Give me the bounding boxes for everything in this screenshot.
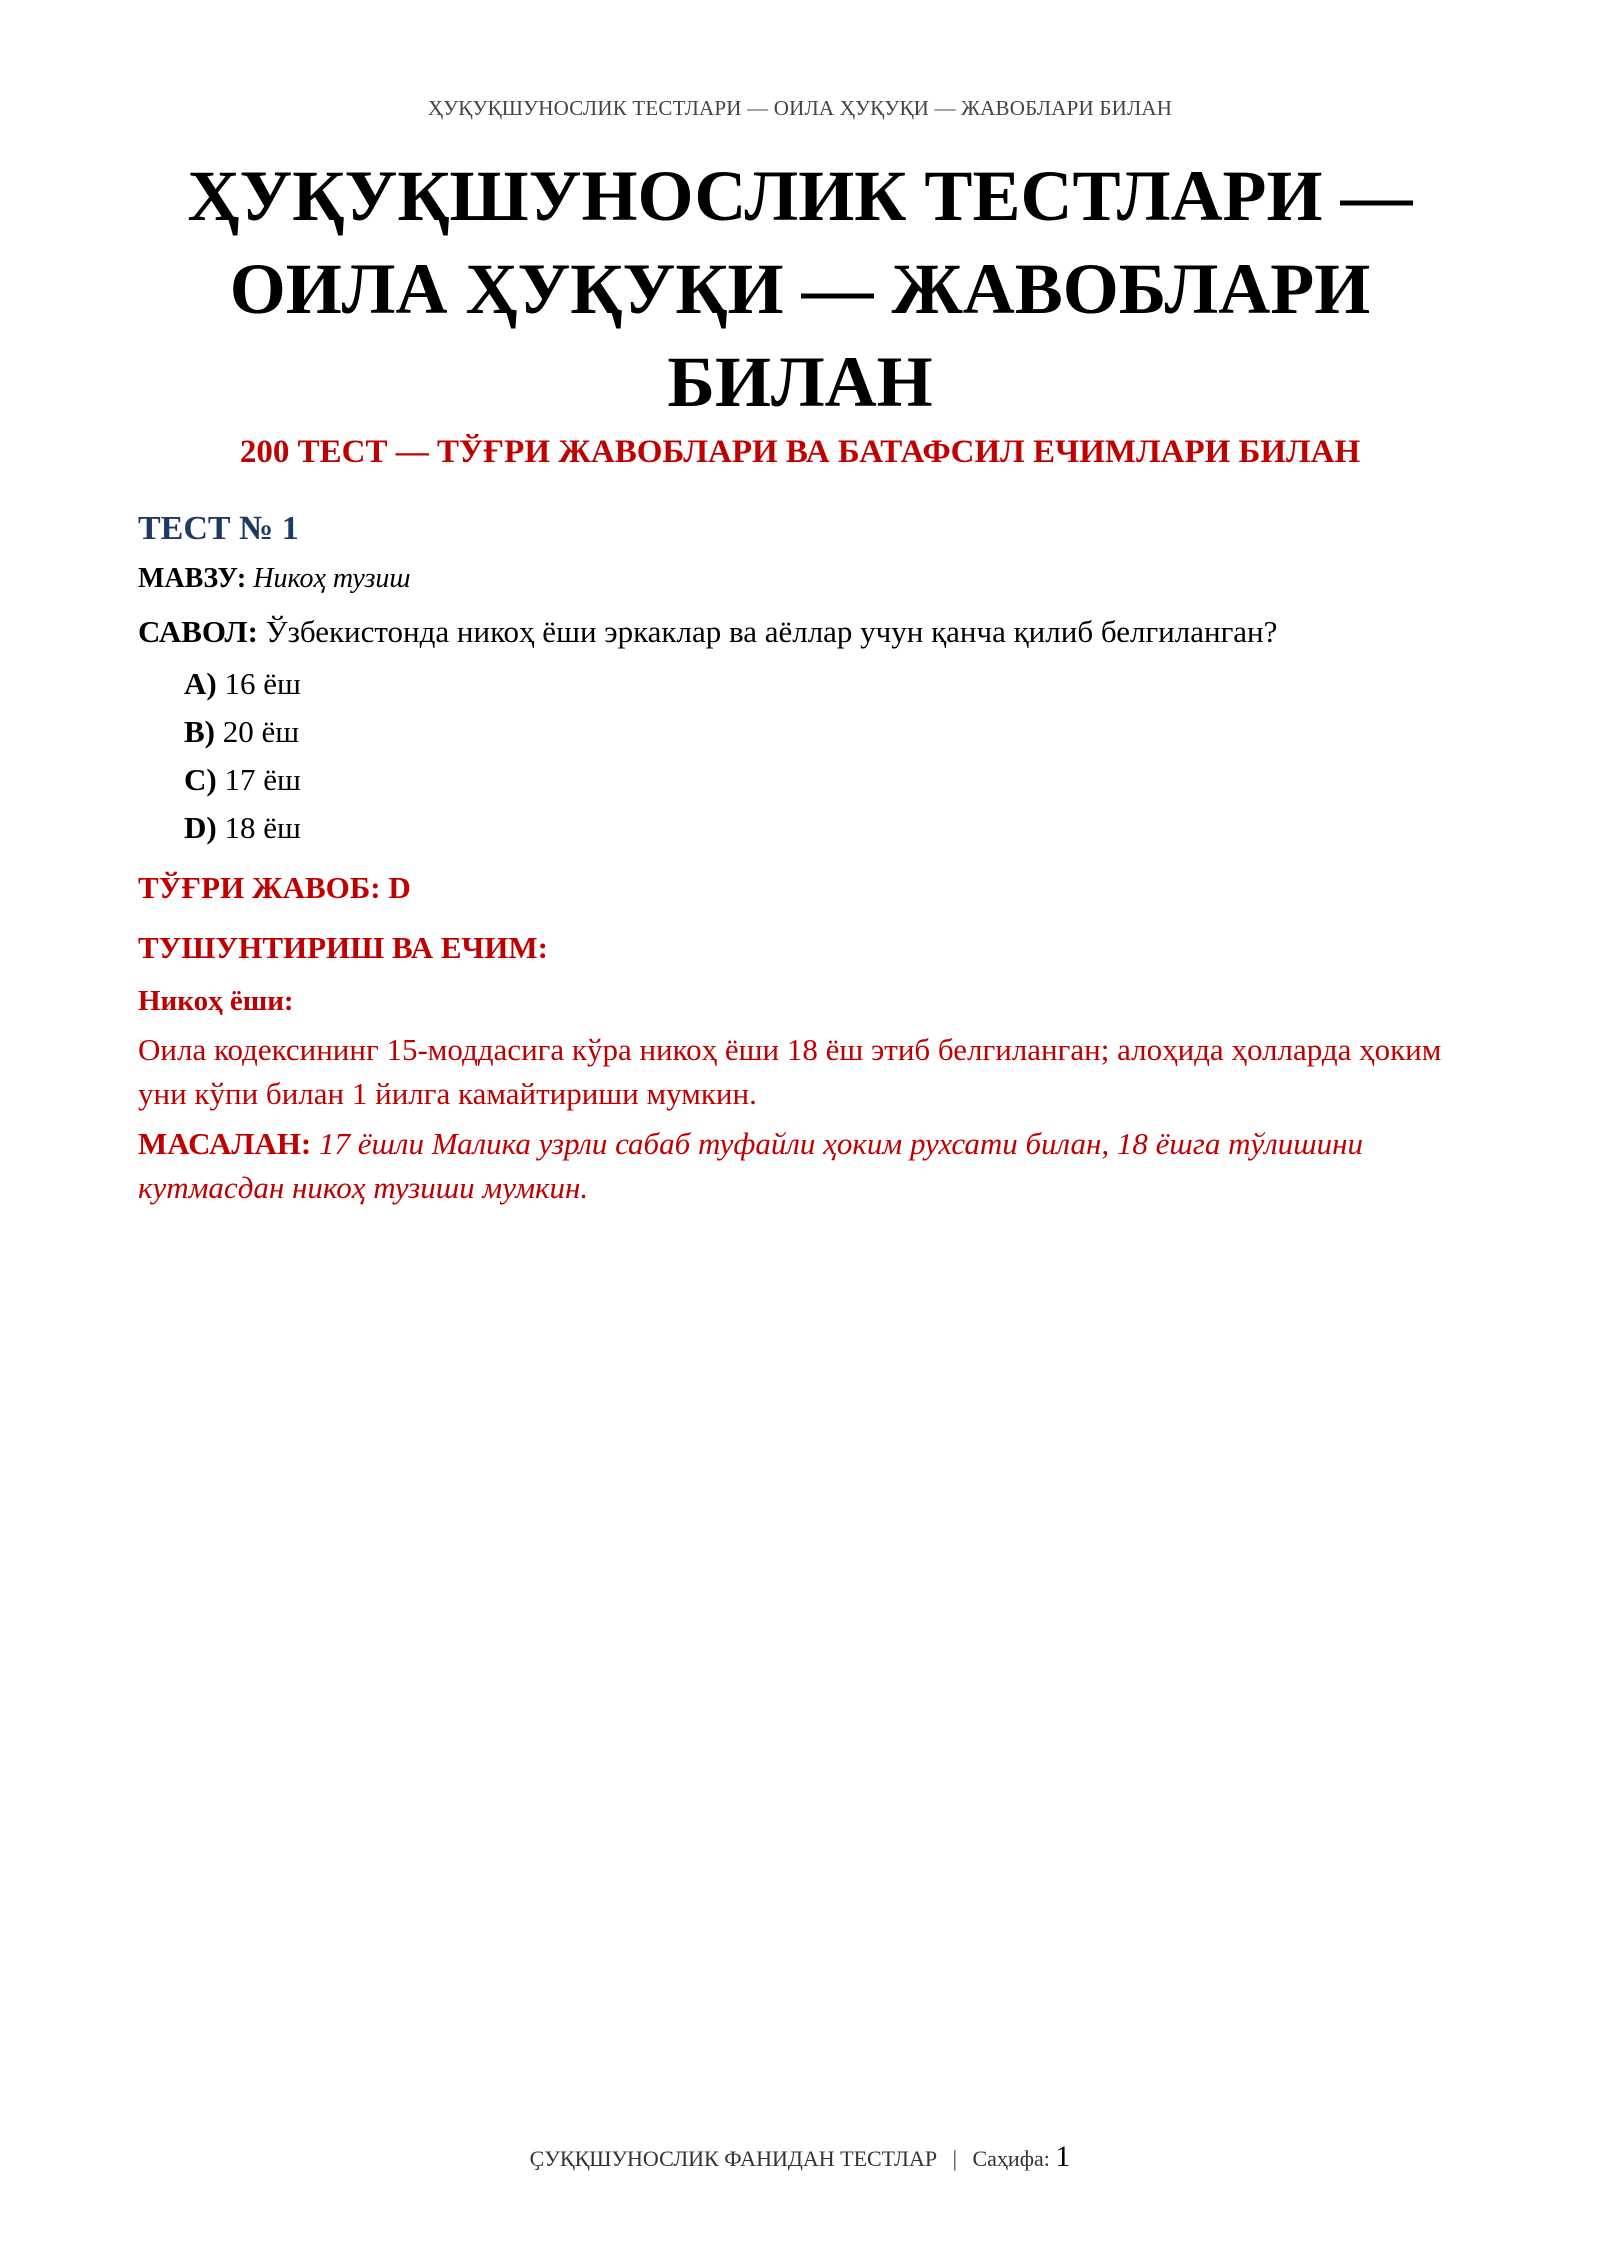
question-text: Ўзбекистонда никоҳ ёши эркаклар ва аёллар учун қанча қилиб белгиланган? — [265, 614, 1278, 649]
question-label: САВОЛ: — [138, 614, 258, 649]
topic-value: Никоҳ тузиш — [253, 563, 411, 594]
example-label: МАСАЛАН: — [138, 1126, 312, 1161]
option-b — [184, 714, 299, 750]
option-text: 20 ёш — [222, 714, 300, 749]
option-letter: C) — [184, 762, 217, 797]
page-title: ҲУҚУҚШУНОСЛИК ТЕСТЛАРИ — ОИЛА ҲУҚУҚИ — ЖАВОБЛАРИ БИЛАН — [187, 156, 1413, 422]
explanation-subheading: Никоҳ ёши: — [138, 985, 294, 1017]
option-text: 18 ёш — [224, 810, 301, 845]
option-text: 17 ёш — [224, 762, 301, 797]
option-letter: B) — [184, 714, 215, 749]
option-text: 16 ёш — [224, 666, 301, 701]
option-a — [184, 666, 301, 702]
page-number: 1 — [1055, 2140, 1071, 2173]
test-number: ТЕСТ № 1 — [138, 510, 299, 547]
footer-separator: | — [952, 2146, 957, 2171]
footer-page-label: Саҳифа: — [972, 2146, 1050, 2171]
option-c — [184, 762, 301, 798]
option-letter: A) — [184, 666, 217, 701]
example-text: 17 ёшли Малика узрли сабаб туфайли ҳоким рухсати билан, 18 ёшга тўлишини кутмасдан никоҳ тузиши мумкин. — [138, 1126, 1364, 1205]
correct-answer: ТЎҒРИ ЖАВОБ: D — [138, 870, 411, 905]
footer-title: ҪУҚҚШУНОСЛИК ФАНИДАН ТЕСТЛАР — [529, 2146, 938, 2171]
page-header: ҲУҚУҚШУНОСЛИК ТЕСТЛАРИ — ОИЛА ҲУҚУҚИ — ЖАВОБЛАРИ БИЛАН — [427, 96, 1173, 120]
option-d — [184, 810, 301, 846]
option-letter: D) — [184, 810, 217, 845]
example-paragraph — [138, 1122, 1468, 1210]
explanation-text: Оила кодексининг 15-моддасига кўра никоҳ ёши 18 ёш этиб белгиланган; алоҳида ҳолларда ҳоким уни кўпи билан 1 йилга камайтириши мумкин. — [138, 1032, 1442, 1111]
topic-label: МАВЗУ: — [138, 563, 247, 594]
page-footer — [0, 2140, 1600, 2174]
topic-line — [138, 563, 411, 595]
page-subtitle: 200 ТЕСТ — ТЎҒРИ ЖАВОБЛАРИ ВА БАТАФСИЛ ЕЧИМЛАРИ БИЛАН — [239, 434, 1361, 470]
explanation-heading: ТУШУНТИРИШ ВА ЕЧИМ: — [138, 930, 548, 965]
question-line — [138, 614, 1277, 650]
